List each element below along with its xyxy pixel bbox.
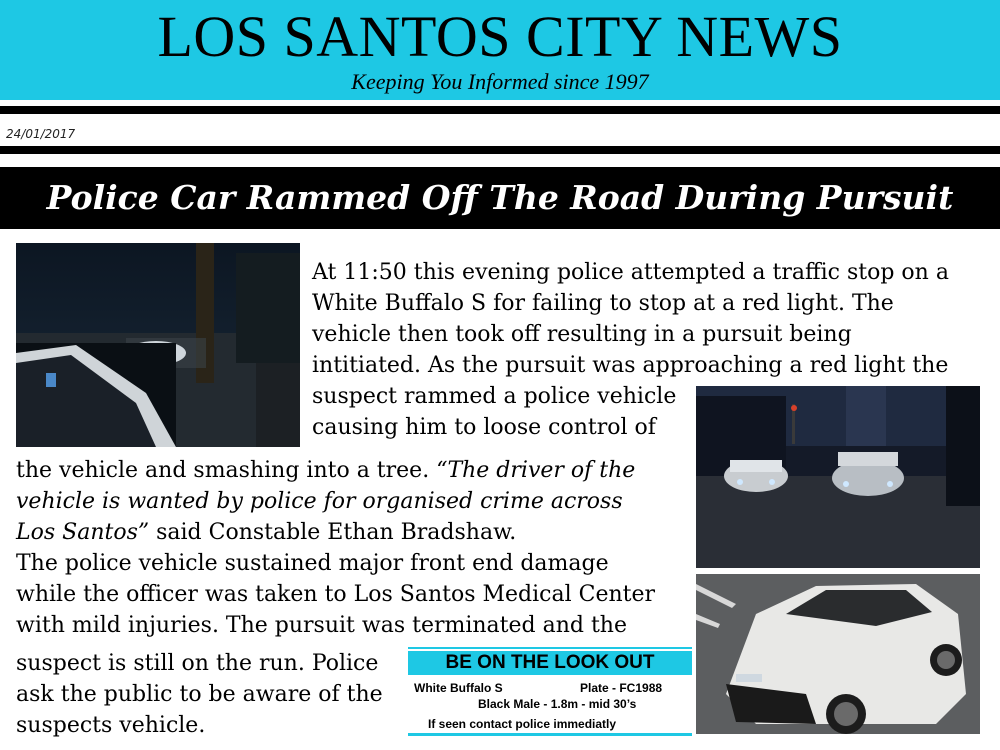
article-block-3 <box>16 455 635 548</box>
bolo-description: Black Male - 1.8m - mid 30’s <box>478 697 637 711</box>
article-line: White Buffalo S for failing to stop at a red light. The <box>312 291 894 316</box>
bolo-notice <box>408 647 692 733</box>
article-line: ask the public to be aware of the <box>16 682 383 707</box>
article-line <box>16 455 635 486</box>
article-line: At 11:50 this evening police attempted a traffic stop on a <box>312 260 949 285</box>
article-quote: “The driver of the <box>436 458 636 483</box>
article-line: vehicle then took off resulting in a pursuit being <box>312 322 852 347</box>
bolo-bottom-rule <box>408 733 692 736</box>
article-line: intitiated. As the pursuit was approaching a red light the <box>312 353 949 378</box>
article-line: while the officer was taken to Los Santos Medical Center <box>16 582 656 607</box>
masthead <box>0 0 1000 100</box>
article-line: with mild injuries. The pursuit was terminated and the <box>16 613 627 638</box>
article-block-4 <box>16 548 655 641</box>
photo-crashed-police-cars <box>696 386 980 568</box>
article-text: said Constable Ethan Bradshaw. <box>149 520 517 545</box>
date-rule <box>0 146 1000 154</box>
article-line <box>16 517 635 548</box>
article-quote: Los Santos” <box>16 520 150 545</box>
top-rule <box>0 106 1000 114</box>
bolo-vehicle: White Buffalo S <box>414 681 503 695</box>
article-line: The police vehicle sustained major front end damage <box>16 551 609 576</box>
article-line: suspects vehicle. <box>16 713 206 738</box>
article-line: suspect rammed a police vehicle <box>312 384 677 409</box>
headline: Police Car Rammed Off The Road During Pursuit <box>46 178 954 217</box>
article-line: suspect is still on the run. Police <box>16 651 379 676</box>
masthead-tagline: Keeping You Informed since 1997 <box>351 69 649 94</box>
photo-night-police-car <box>16 243 300 447</box>
article-block-2 <box>312 381 676 443</box>
article-line: causing him to loose control of <box>312 415 656 440</box>
bolo-plate: Plate - FC1988 <box>580 681 663 695</box>
article-quote: vehicle is wanted by police for organised crime across <box>16 489 623 514</box>
article-text: the vehicle and smashing into a tree. <box>16 458 437 483</box>
bolo-header: BE ON THE LOOK OUT <box>408 651 692 675</box>
article-block-1 <box>312 257 949 381</box>
masthead-title: LOS SANTOS CITY NEWS <box>157 4 843 69</box>
bolo-contact: If seen contact police immediatly <box>428 717 617 731</box>
article-block-5 <box>16 648 383 741</box>
headline-bar <box>0 167 1000 229</box>
publication-date: 24/01/2017 <box>6 127 76 141</box>
photo-white-buffalo-s <box>696 574 980 734</box>
